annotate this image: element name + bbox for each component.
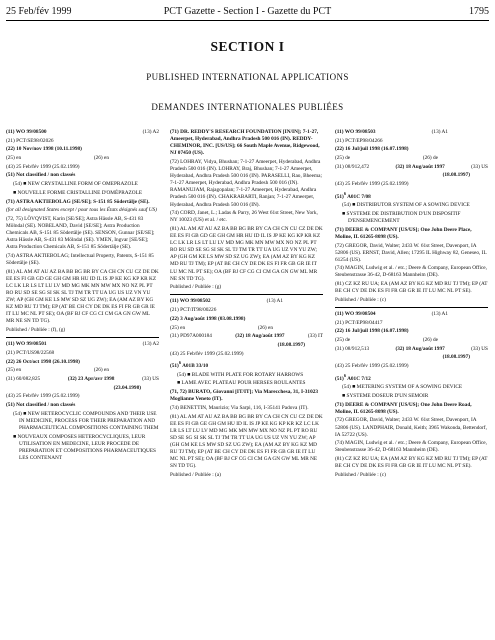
pub-language: (26) en [93,155,109,162]
section-title: SECTION I [210,39,285,54]
priority-country: (33) US [142,375,159,382]
classification: (51) Not classified / non classés [6,401,76,408]
applicant: (71) ASTRA AKTIEBOLAG [SE/SE]; S-151 85 Södertälje (SE). [6,198,150,205]
pub-date: (43) 25 Feb/fév 1999 (25.02.1999) [335,181,409,188]
inventors: (72) GREGOR, David, Walter; 2433 W. 61st Street, Davenport, IA 52806 (US). ERNST, David, Allen; 17295 IL Highway 82, Geneseo, IL 61254 (US). [335,242,487,263]
published-note: Published / Publiée : (f), (g) [6,327,66,334]
pub-number: (11) WO 99/08501 [6,341,47,348]
ipc-code: A01B 33/10 [182,363,209,370]
application-entry [170,129,323,291]
header-title: PCT Gazette - Section I - Gazette du PCT [163,6,332,17]
agent: (74) MAGIN, Ludwig et al. / etc.; Deere & Company, European Office, Steubenstrasse 36-42, D-68163 Mannheim (DE). [335,265,487,279]
kind-code: (13) A1 [266,298,283,305]
priority-date-numeric: (18.08.1997) [442,354,470,361]
agent: (74) MAGIN, Ludwig et al. / etc.; Deere & Company, European Office, Steubenstrasse 36-42, D-68163 Mannheim (DE). [335,440,487,454]
filing-date: (22) 16 Jul/juil 1998 (16.07.1998) [335,328,409,335]
ipc-label: (51) [335,193,344,200]
ipc-code: A01C 7/08 [347,193,371,200]
kind-code: (13) A1 [431,129,448,135]
pub-number: (11) WO 99/08502 [170,298,211,305]
designated-states: (81) AL AM AT AU AZ BA BB BG BR BY CA CH CN CU CZ DE DK EE ES FI GB GD GE GH GM HR HU ID IL IS JP KE KG KP KR KZ LC LK LR LS LT LU LV MD MG MK MN MW MX NO NZ PL PT RO RU SD SE SG SI SK SL TJ TM TR TT UA UG UZ VN YU ZW; AP (GH GM KE LS MW SD SZ UG ZW); EA (AM AZ BY KG KZ MD RU TJ TM); EP (AT BE CH CY DE DK ES FI FR GB GR IE IT LU MC NL PT SE); OA (BF BJ CF CG CI CM GA GN GW ML MR NE SN TD TG). [170,226,323,282]
designated-states: (81) AL AM AT AU AZ BA BB BG BR BY CA CH CN CU CZ DE DK EE ES FI GB GE GH GM HU ID IL IS JP KE KG KP KR KZ LC LK LR LS LT LU LV MD MG MK MN MW MX NO NZ PL PT RO RU SD SE SG SI SK SL TJ TM TR TT UA UG US UZ VN YU ZW; AP (GH GM KE LS MW SD SZ UG ZW); EA (AM AZ BY KG KZ MD RU TJ TM); EP (AT BE CH CY DE DK ES FI FR GB GR IE IT LU MC NL PT SE); OA (BF BJ CF CG CI CM GA GN GW ML MR NE SN TD TG). [170,413,323,470]
priority-date: (32) 18 Aug/août 1997 [395,163,445,170]
priority-number: (31) 08/912,513 [335,345,370,352]
columns [6,129,489,637]
designated-states: (81) AL AM AT AU AZ BA BB BG BR BY CA CH CN CU CZ DE DK EE ES FI GB GD GE GH GM HR HU ID IL IS JP KE KG KP KR KZ LC LK LR LS LT LU LV MD MG MK MN MW MX NO NZ PL PT RO RU SD SE SG SI SK SL TJ TM TR TT UA UG US UZ VN YU ZW; AP (GH GM KE LS MW SD SZ UG ZW); EA (AM AZ BY KG KZ MD RU TJ TM); EP (AT BE CH CY DE DK ES FI FR GB GR IE IT LU MC NL PT SE); OA (BF BJ CF CG CI CM GA GN GW ML MR NE SN TD TG). [6,268,159,325]
designated-states: (81) CZ KZ RU UA; EA (AM AZ BY KG KZ MD RU TJ TM); EP (AT BE CH CY DE DK ES FI FR GB GR IE IT LU MC NL PT SE). [335,456,488,470]
priority-number: (31) PD97A000184 [170,333,212,340]
column-3 [335,129,488,637]
applicant: (71) DEERE & COMPANY [US/US]; One John Deere Road, Moline, IL 61265-8098 (US). [335,401,472,415]
pub-language: (26) en [257,324,273,331]
pub-language: (26) de [422,337,438,344]
classification [335,190,488,201]
kind-code: (13) A2 [142,341,159,348]
pub-number: (11) WO 99/08500 [6,129,47,135]
priority-date: (32) 18 Aug/août 1997 [395,345,445,352]
inventors: (72) GREGOR, David, Walter; 2433 W. 61st Street, Davenport, IA 52806 (US). LANDPHAIR, Donald, Keith; 3965 Wakonda, Bettendorf, IA 52722 (US). [335,417,487,438]
priority-number: (31) 60/082,825 [6,375,41,382]
inventors: (72) LOHRAY, Vidya, Bhushan; 7-1-27 Ameerpet, Hyderabad, Andhra Pradesh 500 016 (IN). LOHRAY, Braj, Bhushan; 7-1-27 Ameerpet, Hyderabad, Andhra Pradesh 500 016 (IN). PARASELLI, Rao, Bheema; 7-1-27 Ameerpet, Hyderabad, Andhra Pradesh 500 016 (IN). RAMANUJAM, Rajagopalan; 7-1-27 Ameerpet, Hyderabad, Andhra Pradesh 500 016 (IN). CHAKRABARTI, Ranjan; 7-1-27 Ameerpet, Hyderabad, Andhra Pradesh 500 016 (IN). [170,158,322,208]
entry-separator [335,307,488,308]
classification [170,359,323,370]
ipc-edition: 6 [178,360,182,366]
applicant-note: (for all designated States except / pour tous les États désignés sauf US) [6,207,157,214]
pub-number: (11) WO 99/08503 [335,129,376,135]
classification [335,372,488,383]
filing-language: (25) de [335,337,351,344]
ipc-code: A01C 7/12 [347,375,371,382]
agent: (74) ASTRA AKTIEBOLAG; Intellectual Property, Patents, S-151 85 Södertälje (SE). [6,252,154,267]
applicant: (71) DEERE & COMPANY [US/US]; One John Deere Place, Moline, IL 61265-8098 (US). [335,226,472,240]
title-fr: ■ LAME AVEC PLATEAU POUR HERSES ROULANTES [177,380,306,387]
column-2 [170,129,323,637]
header-rule [6,20,489,21]
filing-date: (22) 3 Aug/août 1998 (03.08.1998) [170,315,246,322]
classification: (51) Not classified / non classés [6,172,76,179]
title-en: (54) ■ DISTRIBUTOR SYSTEM OF A SOWING DEVICE [342,202,470,209]
inventors: (72, 75) LÖVQVIST, Karin [SE/SE]; Astra Hässle AB, S-431 83 Mölndal (SE). NOBELAND, David [SE/SE]; Astra Production Chemicals AB, S-151 85 Södertälje (SE). SENSON, Gunnar [SE/SE]; Astra Hässle AB, S-431 83 Mölndal (SE). YMEN, Ingvar [SE/SE]; Astra Production Chemicals AB, S-151 85 Södertälje (SE). [6,215,155,251]
filing-language: (25) en [170,324,186,331]
priority-date-numeric: (18.08.1997) [277,341,305,348]
filing-language: (25) de [335,155,351,162]
pub-date: (43) 25 Feb/fév 1999 (25.02.1999) [170,350,244,357]
agent: (74) CORD, Janet, L.; Ladas & Parry, 26 West 61st Street, New York, NY 10023 (US) et al. / etc. [170,210,318,224]
ipc-label: (51) [170,363,179,370]
published-note: Published / Publiée : (c) [335,296,386,303]
pub-number: (11) WO 99/08504 [335,311,376,318]
pub-date: (43) 25 Feb/fév 1999 (25.02.1999) [335,363,409,370]
application-number: (21) PCT/IT98/00226 [170,307,217,314]
title-en: (54) ■ BLADE WITH PLATE FOR ROTARY HARROWS [177,371,304,378]
filing-date: (22) 16 Jul/juil 1998 (16.07.1998) [335,146,409,153]
filing-language: (25) en [6,155,22,162]
entry-separator [170,294,323,295]
priority-country: (33) IT [307,333,323,340]
agent: (74) BENETTIN, Maurizio; Via Sarpi, 116, I-35141 Padova (IT). [170,404,309,411]
application-number: (21) PCT/US98/22568 [6,349,55,356]
filing-language: (25) en [6,367,22,374]
title-fr: ■ SYSTEME DOSEUR D'UN SEMOIR [342,393,429,399]
pub-date: (43) 25 Feb/fév 1999 (25.02.1999) [6,163,80,170]
published-note: Published / Publiée : (a) [170,471,221,478]
header-page-number: 1795 [469,6,489,17]
applicant: (71) DR. REDDY'S RESEARCH FOUNDATION [IN/IN]; 7-1-27, Ameerpet, Hyderabad, Andhra Pradesh 500 016 (IN). REDDY-CHEMINOR, INC. [US/US]; 66 South Maple Avenue, Ridgewood, NJ 07450 (US). [170,129,320,157]
application-number: (21) PCT/EP98/04417 [335,319,383,326]
priority-date-numeric: (18.08.1997) [442,172,470,179]
kind-code: (13) A1 [431,311,448,318]
title-fr: ■ NOUVEAUX COMPOSES HETEROCYCLIQUES, LEUR UTILISATION EN MEDECINE, LEUR PROCEDE DE PREPARATION ET COMPOSITIONS PHARMACEUTIQUES LES CONTENANT [13,433,157,461]
published-note: Published / Publiée : (g) [170,284,222,291]
application-number: (21) PCT/EP98/04266 [335,137,383,144]
priority-date: (32) 18 Aug/août 1997 [235,333,285,340]
application-entry [170,298,323,479]
priority-country: (33) US [471,163,488,170]
filing-date: (22) 10 Nov/nov 1998 (10.11.1998) [6,146,82,153]
designated-states: (81) CZ KZ RU UA; EA (AM AZ BY KG KZ MD RU TJ TM); EP (AT BE CH CY DE DK ES FI FR GB GR IE IT LU MC NL PT SE). [335,281,488,295]
application-entry [6,129,159,334]
section-subtitle-fr: DEMANDES INTERNATIONALES PUBLIÉES [151,102,344,112]
header-date: 25 Feb/fév 1999 [6,6,72,17]
entry-separator [6,337,159,338]
title-fr: ■ SYSTEME DE DISTRIBUTION D'UN DISPOSITIF D'ENSEMENCEMENT [342,210,461,225]
application-entry [335,129,488,304]
filing-date: (22) 26 Oct/oct 1998 (26.10.1998) [6,358,80,365]
priority-date: (32) 23 Apr/avr 1998 [67,375,115,382]
application-number: (21) PCT/SE98/02026 [6,137,54,144]
pub-language: (26) de [422,155,438,162]
ipc-edition: 6 [343,190,347,196]
section-subtitle-en: PUBLISHED INTERNATIONAL APPLICATIONS [146,72,349,82]
priority-number: (31) 08/912,472 [335,163,370,170]
ipc-edition: 6 [343,372,347,378]
ipc-label: (51) [335,375,344,382]
application-entry [6,341,159,462]
kind-code: (13) A2 [142,129,159,135]
pub-date: (43) 25 Feb/fév 1999 (25.02.1999) [6,393,80,400]
priority-country: (33) US [471,345,488,352]
column-1 [6,129,159,637]
applicant: (71, 72) BURATO, Giovanni [IT/IT]; Via Marecchesa, 31, I-31023 Moglianne Veneto (IT). [170,389,319,403]
title-en: (54) ■ NEW HETEROCYCLIC COMPOUNDS AND THEIR USE IN MEDICINE, PROCESS FOR THEIR PREPARATION AND PHARMACEUTICAL COMPOSITIONS CONTAINING THEM [13,410,159,431]
published-note: Published / Publiée : (c) [335,471,386,478]
title-fr: ■ NOUVELLE FORME CRISTALLINE D'OMÉPRAZOLE [13,189,143,196]
priority-date-numeric: (23.04.1998) [113,384,141,391]
pub-language: (26) en [93,367,109,374]
application-entry [335,311,488,479]
title-en: (54) ■ NEW CRYSTALLINE FORM OF OMEPRAZOLE [13,181,138,188]
title-en: (54) ■ METERING SYSTEM OF A SOWING DEVICE [342,384,463,391]
